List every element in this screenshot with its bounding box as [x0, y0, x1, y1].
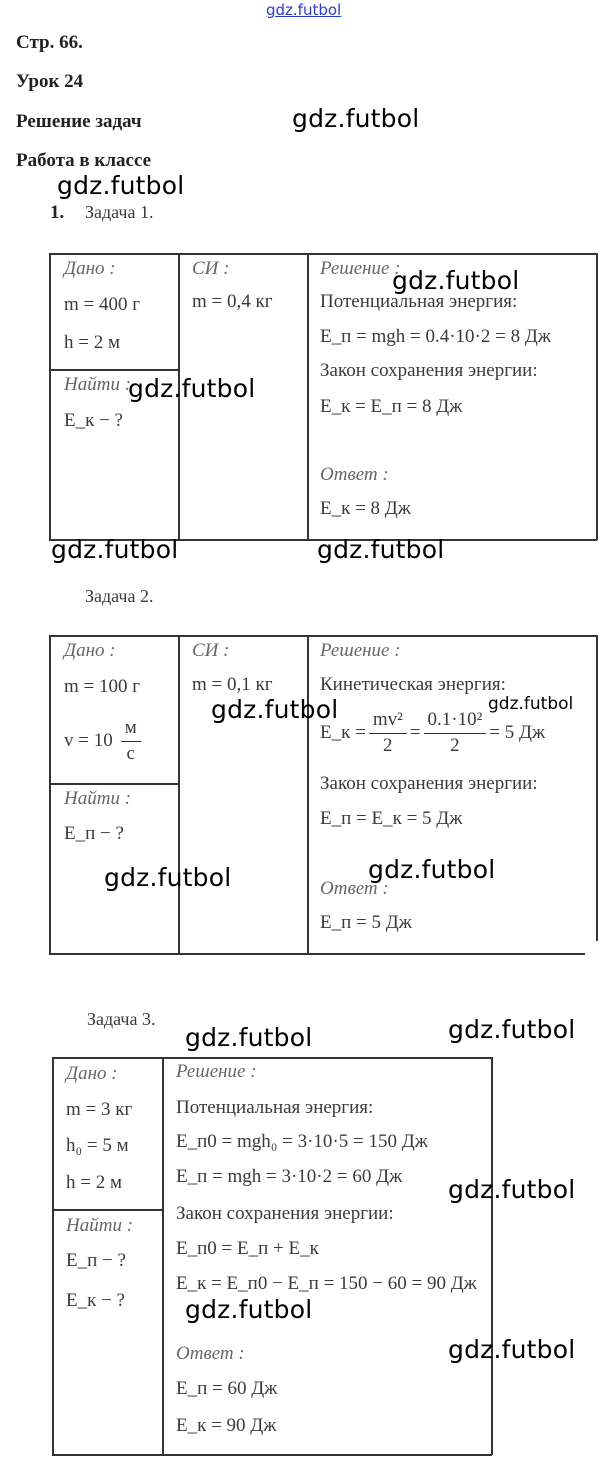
watermark: gdz.futbol — [368, 855, 496, 884]
watermark: gdz.futbol — [317, 535, 445, 564]
task3-equation-3: E_п0 = E_п + E_к — [176, 1238, 319, 1259]
watermark: gdz.futbol — [392, 266, 520, 295]
task3-answer-label: Ответ : — [176, 1343, 245, 1364]
watermark: gdz.futbol — [488, 694, 574, 714]
task2-find-label: Найти : — [64, 788, 132, 809]
watermark: gdz.futbol — [448, 1335, 576, 1364]
task3-given-label: Дано : — [66, 1063, 118, 1084]
task2-answer-label: Ответ : — [320, 878, 389, 899]
task2-si-value: m = 0,1 кг — [192, 674, 273, 695]
task3-find-label: Найти : — [66, 1215, 134, 1236]
task3-given-h0: h₀ = 5 м — [66, 1135, 129, 1156]
task2-velocity-unit — [121, 718, 141, 765]
task1-answer: E_к = 8 Дж — [320, 498, 411, 519]
task3-given-h: h = 2 м — [66, 1172, 122, 1193]
task2-given-mass: m = 100 г — [64, 676, 141, 697]
task1-title: Задача 1. — [85, 202, 154, 222]
watermark: gdz.futbol — [51, 535, 179, 564]
task1-answer-label: Ответ : — [320, 464, 389, 485]
task2-kinetic-label: Кинетическая энергия: — [320, 674, 506, 695]
task1-find-label: Найти : — [64, 374, 132, 395]
task3-find-ep: E_п − ? — [66, 1250, 126, 1271]
task3-potential-label: Потенциальная энергия: — [176, 1097, 374, 1118]
task2-unit-den: с — [126, 742, 135, 764]
task1-given-label: Дано : — [64, 258, 116, 279]
task1-given-height: h = 2 м — [64, 332, 120, 353]
watermark: gdz.futbol — [57, 171, 185, 200]
watermark: gdz.futbol — [128, 374, 256, 403]
top-watermark-link[interactable]: gdz.futbol — [266, 1, 342, 19]
task3-conservation-label: Закон сохранения энергии: — [176, 1203, 394, 1224]
page-number: Стр. 66. — [16, 32, 83, 53]
task2-si-label: СИ : — [192, 640, 230, 661]
watermark: gdz.futbol — [211, 695, 339, 724]
watermark: gdz.futbol — [185, 1023, 313, 1052]
task2-find: E_п − ? — [64, 823, 124, 844]
task3-answer-ek: E_к = 90 Дж — [176, 1415, 277, 1436]
task2-conservation-label: Закон сохранения энергии: — [320, 773, 538, 794]
task2-unit-num: м — [121, 718, 141, 742]
topic-title: Решение задач — [16, 111, 142, 132]
watermark: gdz.futbol — [448, 1175, 576, 1204]
watermark: gdz.futbol — [104, 863, 232, 892]
task1-si-value: m = 0,4 кг — [192, 291, 273, 312]
task2-title: Задача 2. — [85, 586, 154, 606]
task3-title: Задача 3. — [87, 1009, 156, 1029]
task2-equation-2: E_п = E_к = 5 Дж — [320, 808, 463, 829]
task1-solution-label: Решение : — [320, 258, 401, 279]
task2-answer: E_п = 5 Дж — [320, 912, 412, 933]
task2-given-velocity: v = 10 — [64, 730, 113, 752]
task3-find-ek: E_к − ? — [66, 1290, 125, 1311]
task2-equation-1: E_к = $\frac{\text{mv²}}{2}$ = $\frac{\text{0.1·10²}}{2}$ = 5 Дж — [320, 709, 546, 756]
task3-equation-4: E_к = E_п0 − E_п = 150 − 60 = 90 Дж — [176, 1273, 477, 1294]
task3-equation-2: E_п = mgh = 3·10·2 = 60 Дж — [176, 1166, 403, 1187]
task3-equation-1: E_п0 = mgh₀ = 3·10·5 = 150 Дж — [176, 1131, 428, 1152]
task1-conservation-label: Закон сохранения энергии: — [320, 360, 538, 381]
task2-given-label: Дано : — [64, 640, 116, 661]
task3-answer-ep: E_п = 60 Дж — [176, 1378, 278, 1399]
lesson-title: Урок 24 — [16, 71, 84, 92]
task3-given-mass: m = 3 кг — [66, 1099, 133, 1120]
task3-solution-label: Решение : — [176, 1061, 257, 1082]
task1-potential-label: Потенциальная энергия: — [320, 291, 518, 312]
task1-si-label: СИ : — [192, 258, 230, 279]
task1-equation-1: E_п = mgh = 0.4·10·2 = 8 Дж — [320, 326, 551, 347]
task1-equation-2: E_к = E_п = 8 Дж — [320, 396, 463, 417]
task2-solution-label: Решение : — [320, 640, 401, 661]
task1-find: E_к − ? — [64, 410, 123, 431]
watermark: gdz.futbol — [292, 104, 420, 133]
item-number: 1. — [50, 202, 65, 223]
task1-given-mass: m = 400 г — [64, 294, 141, 315]
section-title: Работа в классе — [16, 150, 152, 171]
watermark: gdz.futbol — [448, 1015, 576, 1044]
watermark: gdz.futbol — [185, 1295, 313, 1324]
